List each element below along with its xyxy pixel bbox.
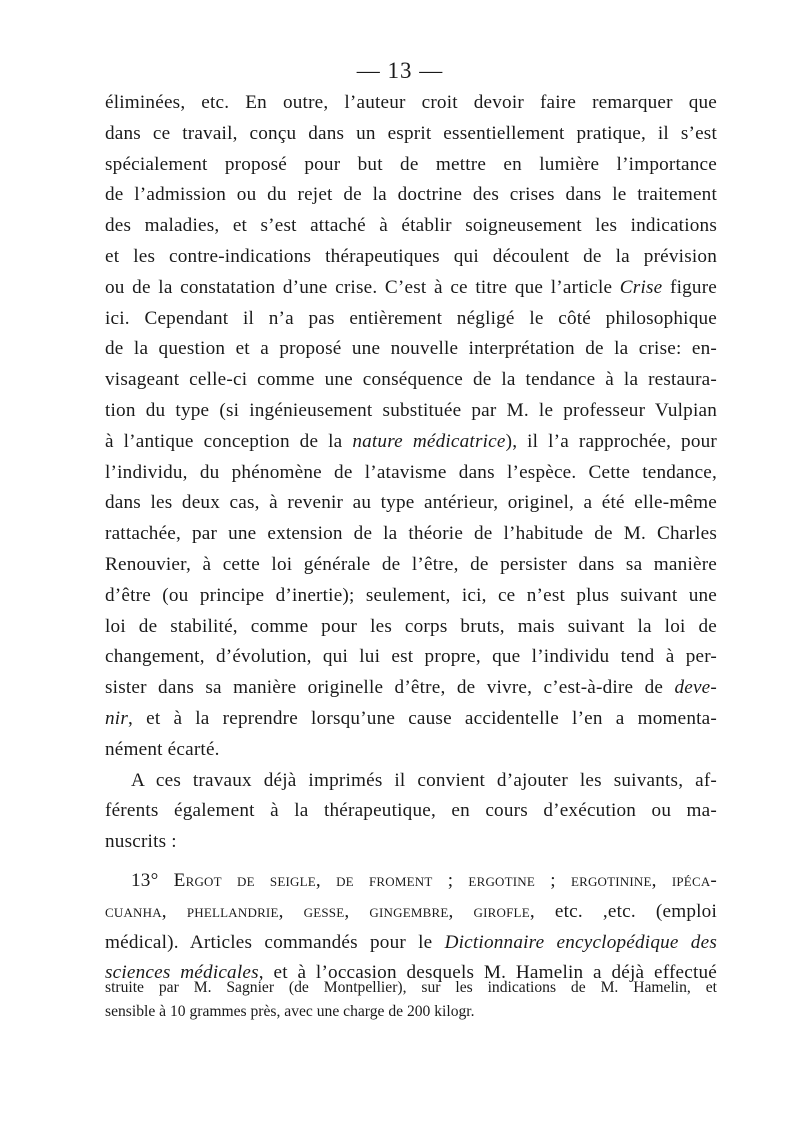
entry-heading: Ergot de seigle, de froment ; ergotine ; ergotinine, ipéca- — [173, 869, 717, 891]
footnote-line: struite par M. Sagnier (de Montpellier), sur les indications de M. Hamelin, et — [105, 979, 717, 996]
text-line: et les contre-indications thérapeutiques qui découlent de la prévision — [105, 245, 717, 267]
text-line: ici. Cependant il n’a pas entièrement négligé le côté philosophique — [105, 307, 717, 329]
text-line: de la question et a proposé une nouvelle interprétation de la crise: en- — [105, 338, 717, 360]
text-line: férents également à la thérapeutique, en cours d’exécution ou ma- — [105, 800, 717, 822]
main-text — [105, 88, 717, 989]
italic-dictionary-title: sciences médicales — [105, 962, 259, 984]
text-line: spécialement proposé pour but de mettre en lumière l’importance — [105, 153, 717, 175]
text-segment: , et à l’occasion desquels M. Hamelin a déjà effectué — [258, 962, 718, 984]
footnote — [105, 976, 717, 1024]
italic-devenir: nir — [105, 707, 128, 729]
text-line: dans les deux cas, à revenir au type antérieur, originel, a été elle-même — [105, 492, 717, 514]
text-line: des maladies, et s’est attaché à établir soigneusement les indications — [105, 215, 717, 237]
page-number: — 13 — — [356, 58, 444, 83]
footnote-line: sensible à 10 grammes près, avec une charge de 200 kilogr. — [105, 1003, 475, 1020]
text-line: nément écarté. — [105, 738, 220, 760]
text-line: rattachée, par une extension de la théorie de l’habitude de M. Charles — [105, 523, 717, 545]
entry-heading: cuanha, phellandrie, gesse, gingembre, girofle, — [105, 900, 535, 922]
text-line — [105, 673, 717, 704]
italic-crise: Crise — [619, 276, 663, 298]
italic-dictionary-title: Dictionnaire encyclopédique des — [444, 931, 717, 953]
spacer — [105, 858, 717, 866]
text-line: d’être (ou principe d’inertie); seulement, ici, ce n’est plus suivant une — [105, 584, 717, 606]
text-segment: ), il l’a rapprochée, pour — [505, 430, 718, 452]
text-line: de l’admission ou du rejet de la doctrine des crises dans le traitement — [105, 184, 717, 206]
text-segment: médical). Articles commandés pour le — [105, 931, 445, 953]
entry-number: 13° — [131, 869, 159, 891]
text-segment: à l’antique conception de la — [105, 430, 353, 452]
text-line: l’individu, du phénomène de l’atavisme dans l’espèce. Cette tendance, — [105, 461, 717, 483]
text-line: nuscrits : — [105, 831, 177, 853]
text-line — [105, 273, 717, 304]
text-segment: figure — [662, 276, 717, 298]
entry-13-line — [105, 897, 717, 928]
text-line: éliminées, etc. En outre, l’auteur croit devoir faire remarquer que — [105, 92, 717, 113]
text-line — [105, 427, 717, 458]
entry-13-line — [105, 866, 717, 897]
italic-nature-medicatrice: nature médicatrice — [352, 430, 506, 452]
text-segment: etc. ,etc. (emploi — [534, 900, 717, 922]
text-line: Renouvier, à cette loi générale de l’être, de persister dans sa manière — [105, 553, 717, 575]
italic-devenir: deve- — [674, 677, 717, 699]
text-line: dans ce travail, conçu dans un esprit essentiellement pratique, il s’est — [105, 122, 717, 144]
entry-13-line — [105, 928, 717, 959]
text-segment: ou de la constatation d’une crise. C’est à ce titre que l’article — [105, 276, 620, 298]
text-line: loi de stabilité, comme pour les corps bruts, mais suivant la loi de — [105, 615, 717, 637]
text-line — [105, 704, 717, 735]
text-segment: sister dans sa manière originelle d’être, de vivre, c’est-à-dire de — [105, 677, 675, 699]
text-line: tion du type (si ingénieusement substituée par M. le professeur Vulpian — [105, 399, 717, 421]
text-segment: , et à la reprendre lorsqu’une cause accidentelle l’en a momenta- — [128, 707, 717, 729]
text-line: changement, d’évolution, qui lui est propre, que l’individu tend à per- — [105, 646, 717, 668]
text-line: visageant celle-ci comme une conséquence de la tendance à la restaura- — [105, 369, 717, 391]
text-line: A ces travaux déjà imprimés il convient d’ajouter les suivants, af- — [131, 769, 717, 791]
